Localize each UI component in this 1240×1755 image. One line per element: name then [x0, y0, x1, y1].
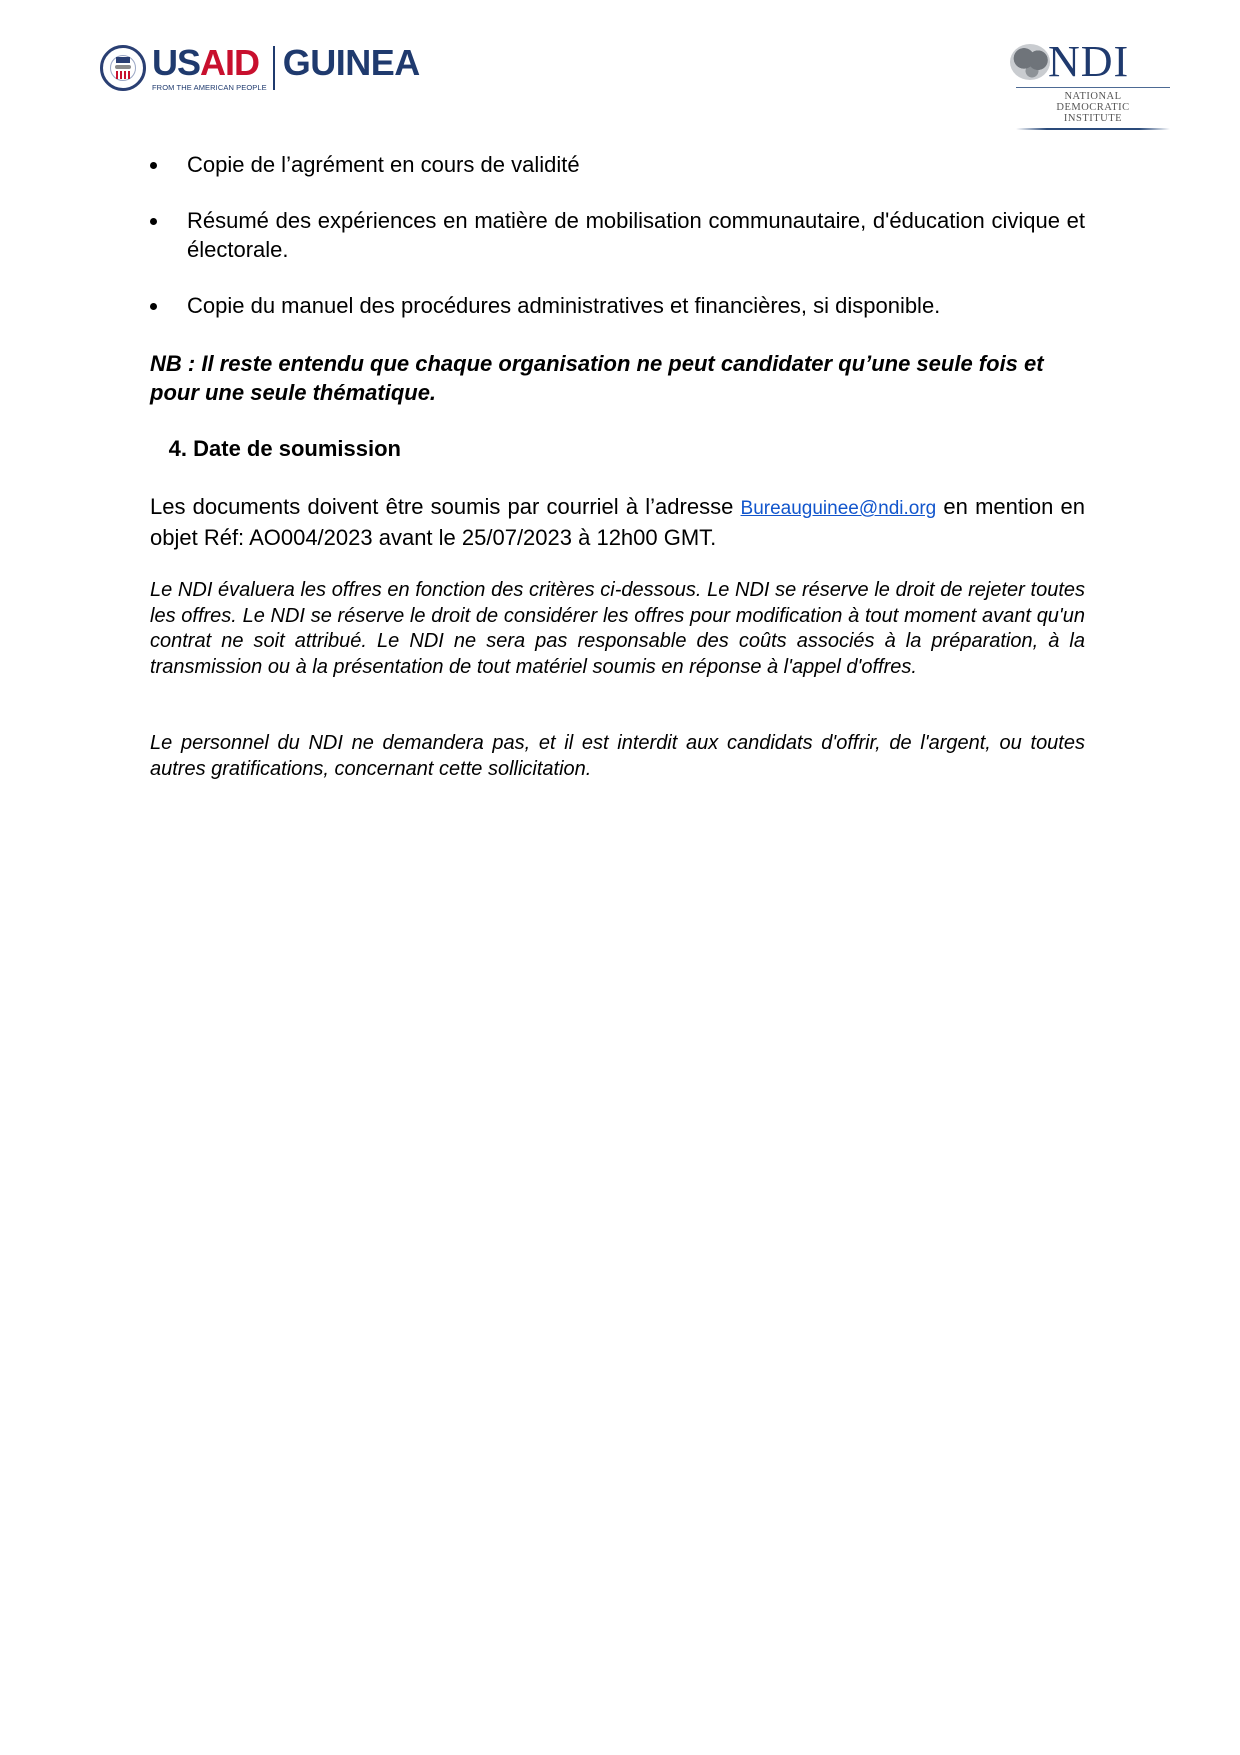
usaid-guinea-logo [100, 38, 420, 98]
list-item [187, 150, 1085, 179]
submission-text-before: Les documents doivent être soumis par courriel à l’adresse [150, 494, 741, 519]
country-name: GUINEA [282, 42, 420, 83]
submission-paragraph [150, 492, 1085, 552]
list-item-text: Copie du manuel des procédures administratives et financières, si disponible. [187, 293, 941, 318]
list-item [187, 291, 1085, 320]
logo-divider [273, 46, 275, 90]
usaid-seal-icon [100, 45, 146, 91]
globe-icon [1010, 44, 1050, 80]
usaid-word-us: US [152, 41, 201, 83]
section-number: 4. [168, 436, 187, 461]
section-title: Date de soumission [193, 436, 401, 461]
section-heading [168, 434, 401, 463]
email-link[interactable]: Bureauguinee@ndi.org [740, 498, 937, 519]
list-item [187, 206, 1085, 264]
gratification-disclaimer: Le personnel du NDI ne demandera pas, et il est interdit aux candidats d'offrir, de l'argent, ou toutes autres gratifications, concernant cette sollicitation. [150, 732, 1085, 780]
ndi-line-3: INSTITUTE [1063, 113, 1123, 124]
usaid-word-aid: AID [200, 41, 260, 83]
submission-text-after: en mention en objet Réf: AO004/2023 avant le 25/07/2023 à 12h00 GMT. [150, 494, 1086, 550]
bullet-icon [150, 303, 157, 310]
list-item-text: Copie de l’agrément en cours de validité [187, 152, 580, 177]
usaid-wordmark [152, 41, 267, 92]
ndi-logo [1010, 37, 1170, 130]
ndi-acronym: NDI [1048, 37, 1130, 86]
usaid-tagline: FROM THE AMERICAN PEOPLE [152, 82, 267, 92]
list-item-text: Résumé des expériences en matière de mobilisation communautaire, d'éducation civique et électorale. [187, 208, 1085, 262]
ndi-line-2: DEMOCRATIC [1056, 102, 1130, 113]
bullet-icon [150, 218, 157, 225]
ndi-rule [1016, 87, 1170, 88]
evaluation-disclaimer: Le NDI évaluera les offres en fonction des critères ci-dessous. Le NDI se réserve le droit de rejeter toutes les offres. Le NDI se réserve le droit de considérer les offres pour modification à tout moment avant qu'un contrat ne soit attribué. Le NDI ne sera pas responsable des coûts associés à la préparation, à la transmission ou à la présentation de tout matériel soumis en réponse à l'appel d'offres. [150, 579, 1085, 678]
nb-note: NB : Il reste entendu que chaque organisation ne peut candidater qu’une seule fois et pour une seule thématique. [150, 351, 1044, 405]
ndi-underline [1016, 128, 1170, 130]
bullet-icon [150, 162, 157, 169]
ndi-line-1: NATIONAL [1064, 91, 1122, 102]
